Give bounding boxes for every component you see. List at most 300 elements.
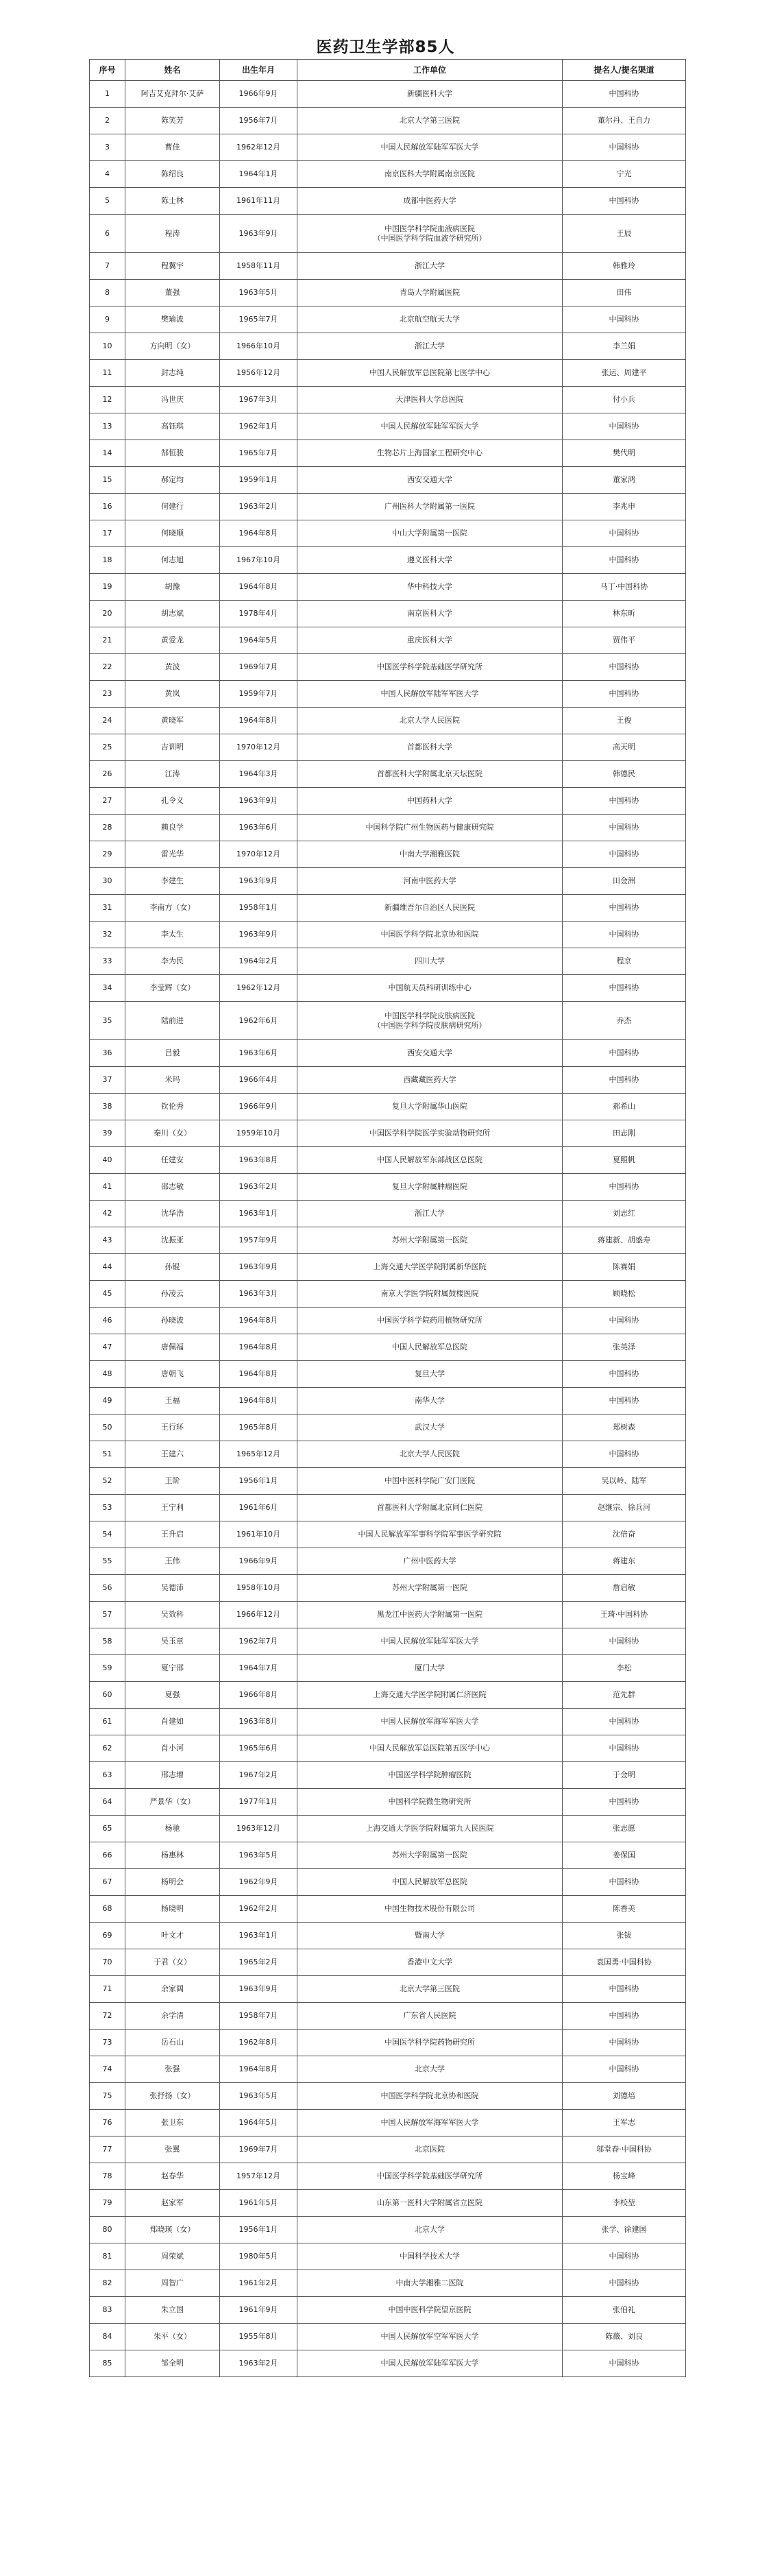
cell-name: 王阶 bbox=[125, 1468, 220, 1495]
cell-nominator: 张运、周建平 bbox=[563, 360, 686, 387]
table-row bbox=[90, 188, 686, 215]
table-row bbox=[90, 1575, 686, 1602]
cell-nominator: 王军志 bbox=[563, 2110, 686, 2136]
cell-name: 郜恒骏 bbox=[125, 440, 220, 467]
cell-no: 43 bbox=[90, 1227, 125, 1254]
table-row bbox=[90, 1201, 686, 1227]
cell-unit: 南京医科大学 bbox=[297, 601, 563, 627]
table-row bbox=[90, 1388, 686, 1415]
cell-no: 52 bbox=[90, 1468, 125, 1495]
table-row bbox=[90, 494, 686, 520]
cell-unit: 中国中医科学院望京医院 bbox=[297, 2297, 563, 2324]
cell-birth: 1958年11月 bbox=[220, 253, 297, 280]
cell-unit: 青岛大学附属医院 bbox=[297, 280, 563, 306]
cell-nominator: 陈香美 bbox=[563, 1896, 686, 1923]
cell-nominator: 中国科协 bbox=[563, 788, 686, 815]
cell-birth: 1957年12月 bbox=[220, 2163, 297, 2190]
table-row bbox=[90, 1254, 686, 1281]
table-row bbox=[90, 1709, 686, 1735]
cell-no: 60 bbox=[90, 1682, 125, 1709]
cell-birth: 1955年8月 bbox=[220, 2324, 297, 2350]
table-row bbox=[90, 1361, 686, 1388]
cell-name: 李莹辉（女） bbox=[125, 975, 220, 1002]
table-row bbox=[90, 1896, 686, 1923]
cell-unit: 天津医科大学总医院 bbox=[297, 387, 563, 413]
cell-birth: 1980年5月 bbox=[220, 2243, 297, 2270]
cell-no: 59 bbox=[90, 1655, 125, 1682]
cell-birth: 1959年1月 bbox=[220, 467, 297, 494]
cell-no: 10 bbox=[90, 333, 125, 360]
cell-unit: 中国人民解放军陆军军医大学 bbox=[297, 413, 563, 440]
cell-name: 严景华（女） bbox=[125, 1789, 220, 1816]
cell-unit: 中国医学科学院基础医学研究所 bbox=[297, 2163, 563, 2190]
cell-no: 54 bbox=[90, 1521, 125, 1548]
cell-no: 67 bbox=[90, 1869, 125, 1896]
cell-birth: 1961年6月 bbox=[220, 1495, 297, 1521]
cell-no: 9 bbox=[90, 306, 125, 333]
cell-nominator: 中国科协 bbox=[563, 815, 686, 841]
cell-no: 48 bbox=[90, 1361, 125, 1388]
cell-nominator: 中国科协 bbox=[563, 922, 686, 948]
cell-birth: 1970年12月 bbox=[220, 734, 297, 761]
table-row bbox=[90, 1842, 686, 1869]
table-row bbox=[90, 2003, 686, 2030]
cell-nominator: 李兆申 bbox=[563, 494, 686, 520]
cell-name: 杨晓明 bbox=[125, 1896, 220, 1923]
cell-name: 余学清 bbox=[125, 2003, 220, 2030]
table-row bbox=[90, 1002, 686, 1040]
cell-unit: 中国人民解放军总医院第七医学中心 bbox=[297, 360, 563, 387]
cell-name: 孙锟 bbox=[125, 1254, 220, 1281]
cell-birth: 1963年6月 bbox=[220, 815, 297, 841]
cell-unit: 南华大学 bbox=[297, 1388, 563, 1415]
cell-no: 36 bbox=[90, 1040, 125, 1067]
cell-birth: 1963年9月 bbox=[220, 788, 297, 815]
table-row bbox=[90, 161, 686, 188]
cell-nominator: 中国科协 bbox=[563, 2243, 686, 2270]
cell-no: 22 bbox=[90, 654, 125, 681]
cell-name: 朱立国 bbox=[125, 2297, 220, 2324]
cell-no: 49 bbox=[90, 1388, 125, 1415]
cell-nominator: 中国科协 bbox=[563, 306, 686, 333]
cell-nominator: 郑树森 bbox=[563, 1415, 686, 1441]
header-nominator: 提名人/提名渠道 bbox=[563, 60, 686, 81]
cell-birth: 1963年1月 bbox=[220, 1201, 297, 1227]
table-row bbox=[90, 601, 686, 627]
cell-no: 73 bbox=[90, 2030, 125, 2056]
cell-nominator: 乔杰 bbox=[563, 1002, 686, 1040]
cell-birth: 1965年12月 bbox=[220, 1441, 297, 1468]
cell-no: 46 bbox=[90, 1308, 125, 1334]
cell-unit: 中国人民解放军东部战区总医院 bbox=[297, 1147, 563, 1174]
cell-no: 17 bbox=[90, 520, 125, 547]
cell-nominator: 宁光 bbox=[563, 161, 686, 188]
cell-birth: 1964年3月 bbox=[220, 761, 297, 788]
cell-birth: 1970年12月 bbox=[220, 841, 297, 868]
cell-name: 方向明（女） bbox=[125, 333, 220, 360]
cell-nominator: 李兰娟 bbox=[563, 333, 686, 360]
cell-name: 王宁利 bbox=[125, 1495, 220, 1521]
cell-nominator: 张志愿 bbox=[563, 1816, 686, 1842]
cell-name: 吴玉章 bbox=[125, 1628, 220, 1655]
cell-birth: 1966年8月 bbox=[220, 1682, 297, 1709]
table-row bbox=[90, 134, 686, 161]
cell-no: 23 bbox=[90, 681, 125, 708]
cell-no: 2 bbox=[90, 108, 125, 134]
cell-birth: 1956年1月 bbox=[220, 2217, 297, 2243]
cell-no: 47 bbox=[90, 1334, 125, 1361]
cell-nominator: 邬堂春·中国科协 bbox=[563, 2136, 686, 2163]
table-row bbox=[90, 895, 686, 922]
cell-nominator: 高天明 bbox=[563, 734, 686, 761]
cell-birth: 1965年7月 bbox=[220, 306, 297, 333]
cell-nominator: 中国科协 bbox=[563, 1628, 686, 1655]
cell-name: 冯世庆 bbox=[125, 387, 220, 413]
cell-unit: 山东第一医科大学附属省立医院 bbox=[297, 2190, 563, 2217]
cell-nominator: 王俊 bbox=[563, 708, 686, 734]
cell-no: 11 bbox=[90, 360, 125, 387]
cell-no: 55 bbox=[90, 1548, 125, 1575]
cell-birth: 1957年9月 bbox=[220, 1227, 297, 1254]
cell-birth: 1961年9月 bbox=[220, 2297, 297, 2324]
cell-nominator: 中国科协 bbox=[563, 1174, 686, 1201]
cell-unit: 中国医学科学院肿瘤医院 bbox=[297, 1762, 563, 1789]
cell-birth: 1964年7月 bbox=[220, 1655, 297, 1682]
table-row bbox=[90, 868, 686, 895]
cell-no: 1 bbox=[90, 81, 125, 108]
table-row bbox=[90, 360, 686, 387]
cell-name: 何建行 bbox=[125, 494, 220, 520]
table-row bbox=[90, 215, 686, 253]
cell-no: 71 bbox=[90, 1976, 125, 2003]
cell-no: 68 bbox=[90, 1896, 125, 1923]
cell-name: 吴德沛 bbox=[125, 1575, 220, 1602]
cell-birth: 1959年10月 bbox=[220, 1120, 297, 1147]
table-body bbox=[90, 81, 686, 2377]
cell-name: 王升启 bbox=[125, 1521, 220, 1548]
cell-birth: 1967年3月 bbox=[220, 387, 297, 413]
cell-unit: 广州中医药大学 bbox=[297, 1548, 563, 1575]
cell-nominator: 中国科协 bbox=[563, 1067, 686, 1094]
cell-unit: 西安交通大学 bbox=[297, 1040, 563, 1067]
cell-birth: 1962年7月 bbox=[220, 1628, 297, 1655]
cell-unit: 新疆维吾尔自治区人民医院 bbox=[297, 895, 563, 922]
cell-nominator: 郝希山 bbox=[563, 1094, 686, 1120]
cell-birth: 1965年7月 bbox=[220, 440, 297, 467]
cell-name: 江涛 bbox=[125, 761, 220, 788]
cell-nominator: 王辰 bbox=[563, 215, 686, 253]
cell-name: 张强 bbox=[125, 2056, 220, 2083]
cell-name: 邵志敏 bbox=[125, 1174, 220, 1201]
cell-nominator: 中国科协 bbox=[563, 81, 686, 108]
cell-unit: 中国医学科学院药用植物研究所 bbox=[297, 1308, 563, 1334]
cell-name: 沈振亚 bbox=[125, 1227, 220, 1254]
cell-unit: 北京医院 bbox=[297, 2136, 563, 2163]
table-row bbox=[90, 1308, 686, 1334]
cell-no: 8 bbox=[90, 280, 125, 306]
cell-nominator: 中国科协 bbox=[563, 1735, 686, 1762]
cell-nominator: 中国科协 bbox=[563, 1441, 686, 1468]
cell-no: 77 bbox=[90, 2136, 125, 2163]
cell-name: 黄晓军 bbox=[125, 708, 220, 734]
cell-unit: 遵义医科大学 bbox=[297, 547, 563, 574]
cell-nominator: 中国科协 bbox=[563, 1040, 686, 1067]
cell-unit: 北京大学第三医院 bbox=[297, 1976, 563, 2003]
cell-name: 朱平（女） bbox=[125, 2324, 220, 2350]
cell-unit: 生物芯片上海国家工程研究中心 bbox=[297, 440, 563, 467]
cell-name: 何晓顺 bbox=[125, 520, 220, 547]
cell-unit: 北京大学人民医院 bbox=[297, 1441, 563, 1468]
cell-unit: 中国生物技术股份有限公司 bbox=[297, 1896, 563, 1923]
cell-birth: 1967年2月 bbox=[220, 1762, 297, 1789]
cell-no: 83 bbox=[90, 2297, 125, 2324]
table-row bbox=[90, 761, 686, 788]
cell-no: 56 bbox=[90, 1575, 125, 1602]
table-row bbox=[90, 1415, 686, 1441]
cell-name: 任建安 bbox=[125, 1147, 220, 1174]
cell-no: 63 bbox=[90, 1762, 125, 1789]
cell-name: 曹佳 bbox=[125, 134, 220, 161]
table-row bbox=[90, 1628, 686, 1655]
cell-name: 何志旭 bbox=[125, 547, 220, 574]
cell-unit: 四川大学 bbox=[297, 948, 563, 975]
cell-no: 64 bbox=[90, 1789, 125, 1816]
cell-no: 30 bbox=[90, 868, 125, 895]
cell-unit: 中国科学院广州生物医药与健康研究院 bbox=[297, 815, 563, 841]
cell-unit-line: 中国医学科学院皮肤病医院 bbox=[384, 1011, 475, 1020]
cell-name: 程翼宇 bbox=[125, 253, 220, 280]
cell-unit: 北京航空航天大学 bbox=[297, 306, 563, 333]
cell-unit-line: （中国医学科学院皮肤病研究所） bbox=[373, 1020, 487, 1030]
cell-no: 4 bbox=[90, 161, 125, 188]
cell-birth: 1963年6月 bbox=[220, 1040, 297, 1067]
cell-no: 29 bbox=[90, 841, 125, 868]
cell-birth: 1969年7月 bbox=[220, 654, 297, 681]
cell-nominator: 中国科协 bbox=[563, 1388, 686, 1415]
cell-no: 14 bbox=[90, 440, 125, 467]
cell-unit: 中国人民解放军陆军军医大学 bbox=[297, 681, 563, 708]
table-row bbox=[90, 734, 686, 761]
cell-no: 24 bbox=[90, 708, 125, 734]
cell-birth: 1977年1月 bbox=[220, 1789, 297, 1816]
table-row bbox=[90, 2297, 686, 2324]
cell-name: 胡豫 bbox=[125, 574, 220, 601]
cell-nominator: 韩德民 bbox=[563, 761, 686, 788]
cell-no: 19 bbox=[90, 574, 125, 601]
cell-birth: 1956年12月 bbox=[220, 360, 297, 387]
cell-name: 于君（女） bbox=[125, 1949, 220, 1976]
cell-name: 米玛 bbox=[125, 1067, 220, 1094]
cell-birth: 1963年3月 bbox=[220, 1281, 297, 1308]
table-row bbox=[90, 1334, 686, 1361]
cell-birth: 1963年9月 bbox=[220, 215, 297, 253]
cell-unit: 香港中文大学 bbox=[297, 1949, 563, 1976]
cell-unit: 暨南大学 bbox=[297, 1923, 563, 1949]
cell-name: 李南方（女） bbox=[125, 895, 220, 922]
cell-name: 孙凌云 bbox=[125, 1281, 220, 1308]
cell-name: 肖小河 bbox=[125, 1735, 220, 1762]
cell-unit: 南京大学医学院附属鼓楼医院 bbox=[297, 1281, 563, 1308]
cell-name: 程涛 bbox=[125, 215, 220, 253]
cell-birth: 1964年2月 bbox=[220, 948, 297, 975]
cell-birth: 1963年9月 bbox=[220, 1976, 297, 2003]
table-row bbox=[90, 2056, 686, 2083]
cell-name: 阿吉艾克拜尔·艾萨 bbox=[125, 81, 220, 108]
cell-birth: 1961年10月 bbox=[220, 1521, 297, 1548]
cell-nominator: 陈赛娟 bbox=[563, 1254, 686, 1281]
cell-unit: 厦门大学 bbox=[297, 1655, 563, 1682]
cell-no: 25 bbox=[90, 734, 125, 761]
cell-no: 61 bbox=[90, 1709, 125, 1735]
cell-nominator: 田金洲 bbox=[563, 868, 686, 895]
cell-nominator: 中国科协 bbox=[563, 520, 686, 547]
table-row bbox=[90, 2030, 686, 2056]
cell-unit: 中国航天员科研训练中心 bbox=[297, 975, 563, 1002]
cell-name: 胡志斌 bbox=[125, 601, 220, 627]
cell-birth: 1964年8月 bbox=[220, 520, 297, 547]
table-row bbox=[90, 922, 686, 948]
cell-nominator: 中国科协 bbox=[563, 1709, 686, 1735]
cell-unit: 中国医学科学院基础医学研究所 bbox=[297, 654, 563, 681]
table-row bbox=[90, 520, 686, 547]
table-row bbox=[90, 413, 686, 440]
cell-unit: 河南中医药大学 bbox=[297, 868, 563, 895]
cell-nominator: 王琦·中国科协 bbox=[563, 1602, 686, 1628]
table-row bbox=[90, 108, 686, 134]
table-row bbox=[90, 440, 686, 467]
cell-unit: 中国人民解放军总医院 bbox=[297, 1869, 563, 1896]
table-row bbox=[90, 1441, 686, 1468]
cell-nominator: 中国科协 bbox=[563, 1361, 686, 1388]
cell-name: 赵春华 bbox=[125, 2163, 220, 2190]
cell-name: 黄爱龙 bbox=[125, 627, 220, 654]
table-row bbox=[90, 1468, 686, 1495]
cell-unit: 北京大学人民医院 bbox=[297, 708, 563, 734]
cell-birth: 1963年5月 bbox=[220, 2083, 297, 2110]
table-row bbox=[90, 467, 686, 494]
cell-unit: 中国医学科学院北京协和医院 bbox=[297, 922, 563, 948]
cell-no: 13 bbox=[90, 413, 125, 440]
cell-no: 33 bbox=[90, 948, 125, 975]
cell-birth: 1963年2月 bbox=[220, 1174, 297, 1201]
cell-birth: 1963年1月 bbox=[220, 1923, 297, 1949]
table-row bbox=[90, 1949, 686, 1976]
cell-no: 42 bbox=[90, 1201, 125, 1227]
cell-no: 20 bbox=[90, 601, 125, 627]
cell-birth: 1966年10月 bbox=[220, 333, 297, 360]
cell-name: 张卫东 bbox=[125, 2110, 220, 2136]
cell-nominator: 中国科协 bbox=[563, 2030, 686, 2056]
cell-unit: 成都中医药大学 bbox=[297, 188, 563, 215]
cell-birth: 1963年5月 bbox=[220, 1842, 297, 1869]
cell-nominator: 马丁·中国科协 bbox=[563, 574, 686, 601]
table-row bbox=[90, 81, 686, 108]
cell-nominator: 樊代明 bbox=[563, 440, 686, 467]
cell-name: 沈华浩 bbox=[125, 1201, 220, 1227]
cell-no: 65 bbox=[90, 1816, 125, 1842]
cell-name: 肖建如 bbox=[125, 1709, 220, 1735]
cell-nominator: 贾伟平 bbox=[563, 627, 686, 654]
cell-unit: 武汉大学 bbox=[297, 1415, 563, 1441]
cell-unit: 黑龙江中医药大学附属第一医院 bbox=[297, 1602, 563, 1628]
cell-no: 28 bbox=[90, 815, 125, 841]
table-row bbox=[90, 2270, 686, 2297]
cell-name: 王伟 bbox=[125, 1548, 220, 1575]
cell-name: 杨驰 bbox=[125, 1816, 220, 1842]
cell-unit: 西安交通大学 bbox=[297, 467, 563, 494]
cell-no: 62 bbox=[90, 1735, 125, 1762]
cell-no: 41 bbox=[90, 1174, 125, 1201]
cell-unit: 复旦大学附属肿瘤医院 bbox=[297, 1174, 563, 1201]
cell-birth: 1962年12月 bbox=[220, 134, 297, 161]
cell-name: 周荣斌 bbox=[125, 2243, 220, 2270]
cell-nominator: 杨宝峰 bbox=[563, 2163, 686, 2190]
cell-unit: 新疆医科大学 bbox=[297, 81, 563, 108]
cell-name: 陈绍良 bbox=[125, 161, 220, 188]
cell-unit: 首都医科大学附属北京同仁医院 bbox=[297, 1495, 563, 1521]
table-row bbox=[90, 1094, 686, 1120]
cell-no: 26 bbox=[90, 761, 125, 788]
cell-no: 6 bbox=[90, 215, 125, 253]
cell-name: 郑晓瑛（女） bbox=[125, 2217, 220, 2243]
cell-name: 邹全明 bbox=[125, 2350, 220, 2377]
table-row bbox=[90, 1120, 686, 1147]
cell-birth: 1964年8月 bbox=[220, 1388, 297, 1415]
table-row bbox=[90, 2163, 686, 2190]
cell-unit: 中山大学附属第一医院 bbox=[297, 520, 563, 547]
cell-birth: 1963年8月 bbox=[220, 1709, 297, 1735]
cell-nominator: 林东昕 bbox=[563, 601, 686, 627]
cell-nominator: 中国科协 bbox=[563, 547, 686, 574]
table-row bbox=[90, 306, 686, 333]
cell-birth: 1962年12月 bbox=[220, 975, 297, 1002]
cell-name: 樊瑜波 bbox=[125, 306, 220, 333]
cell-no: 84 bbox=[90, 2324, 125, 2350]
table-row bbox=[90, 627, 686, 654]
table-row bbox=[90, 1735, 686, 1762]
table-row bbox=[90, 841, 686, 868]
cell-nominator: 蒋建新、胡盛寿 bbox=[563, 1227, 686, 1254]
cell-no: 18 bbox=[90, 547, 125, 574]
cell-no: 75 bbox=[90, 2083, 125, 2110]
table-row bbox=[90, 547, 686, 574]
cell-birth: 1965年2月 bbox=[220, 1949, 297, 1976]
cell-unit: 浙江大学 bbox=[297, 253, 563, 280]
cell-no: 7 bbox=[90, 253, 125, 280]
cell-birth: 1963年5月 bbox=[220, 280, 297, 306]
cell-unit: 北京大学第三医院 bbox=[297, 108, 563, 134]
table-row bbox=[90, 708, 686, 734]
cell-name: 王行环 bbox=[125, 1415, 220, 1441]
table-row bbox=[90, 1067, 686, 1094]
cell-name: 夏强 bbox=[125, 1682, 220, 1709]
table-row bbox=[90, 681, 686, 708]
cell-birth: 1966年9月 bbox=[220, 81, 297, 108]
table-row bbox=[90, 2243, 686, 2270]
cell-nominator: 程京 bbox=[563, 948, 686, 975]
cell-nominator: 姜保国 bbox=[563, 1842, 686, 1869]
cell-birth: 1966年9月 bbox=[220, 1094, 297, 1120]
header-unit: 工作单位 bbox=[297, 60, 563, 81]
cell-no: 44 bbox=[90, 1254, 125, 1281]
cell-no: 74 bbox=[90, 2056, 125, 2083]
cell-no: 12 bbox=[90, 387, 125, 413]
cell-birth: 1963年9月 bbox=[220, 1254, 297, 1281]
cell-name: 孙晓波 bbox=[125, 1308, 220, 1334]
header-name: 姓名 bbox=[125, 60, 220, 81]
cell-birth: 1963年9月 bbox=[220, 922, 297, 948]
cell-unit: 中国医学科学院药物研究所 bbox=[297, 2030, 563, 2056]
